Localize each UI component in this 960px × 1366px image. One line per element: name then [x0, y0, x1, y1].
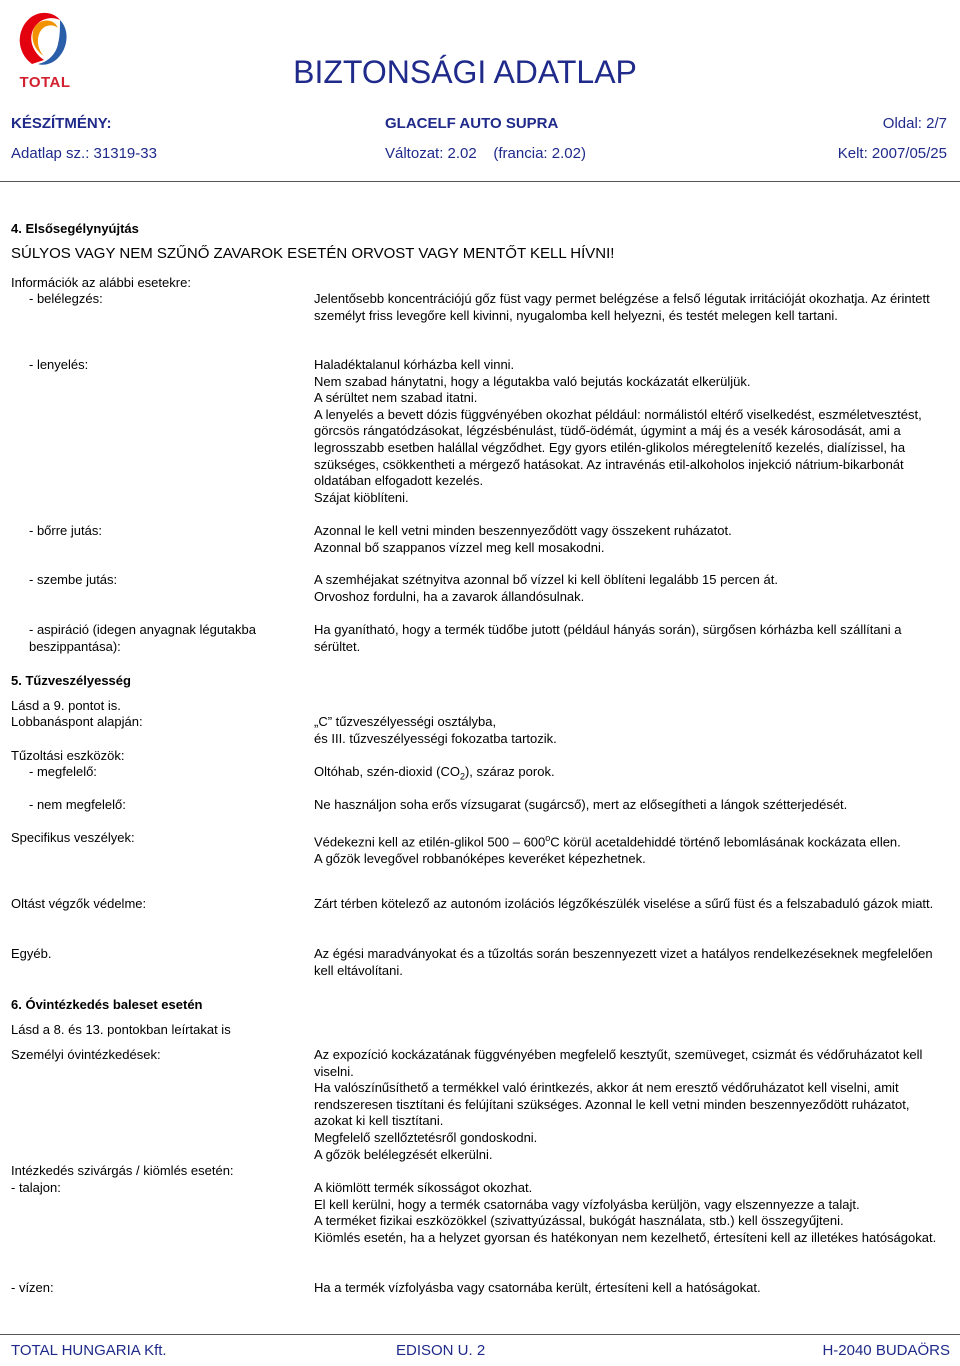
eye-label: - szembe jutás: — [29, 572, 118, 587]
skin-text — [314, 523, 950, 556]
footer-divider — [0, 1334, 960, 1335]
other-paragraph: Az égési maradványokat és a tűzoltás során beszennyezett vizet a hatályos rendelkezéseknek megfelelően kell eltávolítani. — [314, 946, 933, 978]
protection-label: Oltást végzők védelme: — [11, 896, 147, 911]
water-label: - vízen: — [11, 1280, 54, 1295]
ingestion-p1: Haladéktalanul kórházba kell vinni. — [314, 357, 515, 372]
media-label: Tűzoltási eszközök: — [11, 748, 125, 763]
personal-p2: Ha valószínűsíthető a termékkel való érintkezés, akkor át nem eresztő védőruházatot kell viselni, amit rendszeresen tisztítani és felújítani szükséges. Azonnal le kell vetni minden beszennyeződött ruházatot, azokat ki kell tisztítani. — [314, 1080, 910, 1129]
logo-wordmark: TOTAL — [19, 74, 71, 91]
product-name: GLACELF AUTO SUPRA — [385, 115, 559, 132]
flash-p2: és III. tűzveszélyességi fokozatba tartozik. — [314, 730, 557, 746]
protection-text — [314, 896, 950, 913]
ingestion-p3: A sérültet nem szabad itatni. — [314, 390, 478, 406]
suitable-sub: 2 — [459, 771, 465, 782]
footer-street: EDISON U. 2 — [396, 1342, 486, 1359]
suitable-label: - megfelelő: — [29, 764, 97, 779]
aspiration-paragraph: Ha gyanítható, hogy a termék tüdőbe jutott (például hányás során), sürgősen kórházba kell szállítani a sérültet. — [314, 622, 902, 654]
spill-label: Intézkedés szivárgás / kiömlés esetén: — [11, 1163, 234, 1178]
sheet-number: Adatlap sz.: 31319-33 — [11, 145, 157, 162]
skin-p2: Azonnal bő szappanos vízzel meg kell mosakodni. — [314, 539, 605, 555]
unsuitable-paragraph: Ne használjon soha erős vízsugarat (sugárcső), mert az elősegítheti a lángok szétterjedését. — [314, 797, 848, 812]
section-5-see: Lásd a 9. pontot is. — [11, 698, 121, 713]
aspiration-text — [314, 622, 950, 655]
header-divider — [0, 181, 960, 182]
flash-label: Lobbanáspont alapján: — [11, 714, 143, 729]
footer-city: H-2040 BUDAÖRS — [822, 1342, 950, 1359]
ingestion-text — [314, 357, 950, 506]
section-5-heading: 5. Tűzveszélyesség — [11, 673, 131, 688]
suitable-text-a: Oltóhab, szén-dioxid (CO — [314, 764, 460, 779]
specific-label: Specifikus veszélyek: — [11, 830, 135, 845]
footer-company: TOTAL HUNGARIA Kft. — [11, 1342, 167, 1359]
protection-paragraph: Zárt térben kötelező az autonóm izolációs légzőkészülék viselése a sűrű füst és a felszabaduló gázok miatt. — [314, 896, 934, 911]
ingestion-p5: Szájat kiöblíteni. — [314, 489, 409, 505]
inhalation-paragraph: Jelentősebb koncentrációjú gőz füst vagy permet belégzése a felső légutak irritációját okozhatja. Az érintett személyt friss levegőre kell kivinni, nyugalomba kell helyezni, és testét melegen kell tartani. — [314, 291, 930, 323]
other-label: Egyéb. — [11, 946, 52, 961]
other-text — [314, 946, 950, 979]
flash-text — [314, 714, 950, 747]
page-number: Oldal: 2/7 — [882, 115, 947, 132]
unsuitable-text — [314, 797, 950, 814]
inhalation-label: - belélegzés: — [29, 291, 103, 306]
ingestion-label: - lenyelés: — [29, 357, 89, 372]
personal-p4: A gőzök belélegzését elkerülni. — [314, 1146, 493, 1162]
soil-p3: A terméket fizikai eszközökkel (szivattyúzással, bukógát használata, stb.) kell összegyűjteni. — [314, 1213, 844, 1229]
personal-label: Személyi óvintézkedések: — [11, 1047, 161, 1062]
section-4-alert: SÚLYOS VAGY NEM SZŰNŐ ZAVAROK ESETÉN ORVOST VAGY MENTŐT KELL HÍVNI! — [11, 245, 615, 262]
skin-label: - bőrre jutás: — [29, 523, 102, 538]
specific-p2: A gőzök levegővel robbanóképes keveréket képezhetnek. — [314, 850, 646, 866]
section-4-intro: Információk az alábbi esetekre: — [11, 275, 191, 290]
water-paragraph: Ha a termék vízfolyásba vagy csatornába került, értesíteni kell a hatóságokat. — [314, 1280, 761, 1295]
product-label: KÉSZÍTMÉNY: — [11, 115, 112, 132]
personal-p1: Az expozíció kockázatának függvényében megfelelő kesztyűt, szemüveget, csizmát és védőruházatot kell viselni. — [314, 1047, 923, 1079]
personal-p3: Megfelelő szellőztetésről gondoskodni. — [314, 1129, 538, 1145]
suitable-text — [314, 764, 950, 785]
suitable-text-b: ), száraz porok. — [464, 764, 555, 779]
eye-p2: Orvoshoz fordulni, ha a zavarok állandósulnak. — [314, 588, 585, 604]
issue-date: Kelt: 2007/05/25 — [837, 145, 947, 162]
unsuitable-label: - nem megfelelő: — [29, 797, 126, 812]
version: Változat: 2.02 (francia: 2.02) — [385, 145, 586, 162]
eye-p1: A szemhéjakat szétnyitva azonnal bő vízzel ki kell öblíteni legalább 15 percen át. — [314, 572, 778, 587]
skin-p1: Azonnal le kell vetni minden beszennyeződött vagy összekent ruházatot. — [314, 523, 732, 538]
soil-p2: El kell kerülni, hogy a termék csatornába vagy vízfolyásba kerüljön, vagy elszennyezze a talajt. — [314, 1196, 860, 1212]
flash-p1: „C” tűzveszélyességi osztályba, — [314, 714, 497, 729]
aspiration-label: - aspiráció (idegen anyagnak légutakba beszippantása): — [29, 622, 256, 654]
document-title: BIZTONSÁGI ADATLAP — [293, 54, 637, 90]
specific-text-a: Védekezni kell az etilén-glikol 500 – 600 — [314, 834, 546, 850]
ingestion-p2: Nem szabad hánytatni, hogy a légutakba való bejutás kockázatát elkerüljük. — [314, 373, 751, 389]
ingestion-p4: A lenyelés a bevett dózis függvényében okozhat például: normálistól eltérő viselkedést, eszméletvesztést, görcsös rángatódzásokat, légzésbénulást, tüdő-ödémát, úgymint a máj és a vesék károsodását, ami a legrosszabb esetben halállal végződhet. Egy gyors etilén-glikolos méregtelenítő kezelés, dialízissel, ha szükséges, csökkentheti a mérgező hatásokat. Az intravénás etil-alkoholos injekció nátrium-bikarbonát oldatában elfogadott kezelés. — [314, 406, 922, 489]
section-4-heading: 4. Elsősegélynyújtás — [11, 221, 139, 236]
eye-text — [314, 572, 950, 605]
specific-text — [314, 830, 950, 868]
specific-text-b: C körül acetaldehiddé történő lebomlásának kockázata ellen. — [550, 834, 901, 850]
soil-p4: Kiömlés esetén, ha a helyzet gyorsan és hatékonyan nem kezelhető, értesíteni kell az illetékes hatóságokat. — [314, 1229, 937, 1245]
section-6-see: Lásd a 8. és 13. pontokban leírtakat is — [11, 1022, 231, 1037]
personal-text — [314, 1047, 950, 1163]
soil-label: - talajon: — [11, 1180, 61, 1195]
inhalation-text — [314, 291, 950, 324]
section-6-heading: 6. Óvintézkedés baleset esetén — [11, 997, 203, 1012]
soil-text — [314, 1180, 950, 1246]
specific-sup: o — [545, 833, 551, 843]
water-text — [314, 1280, 950, 1297]
soil-p1: A kiömlött termék síkosságot okozhat. — [314, 1180, 533, 1195]
